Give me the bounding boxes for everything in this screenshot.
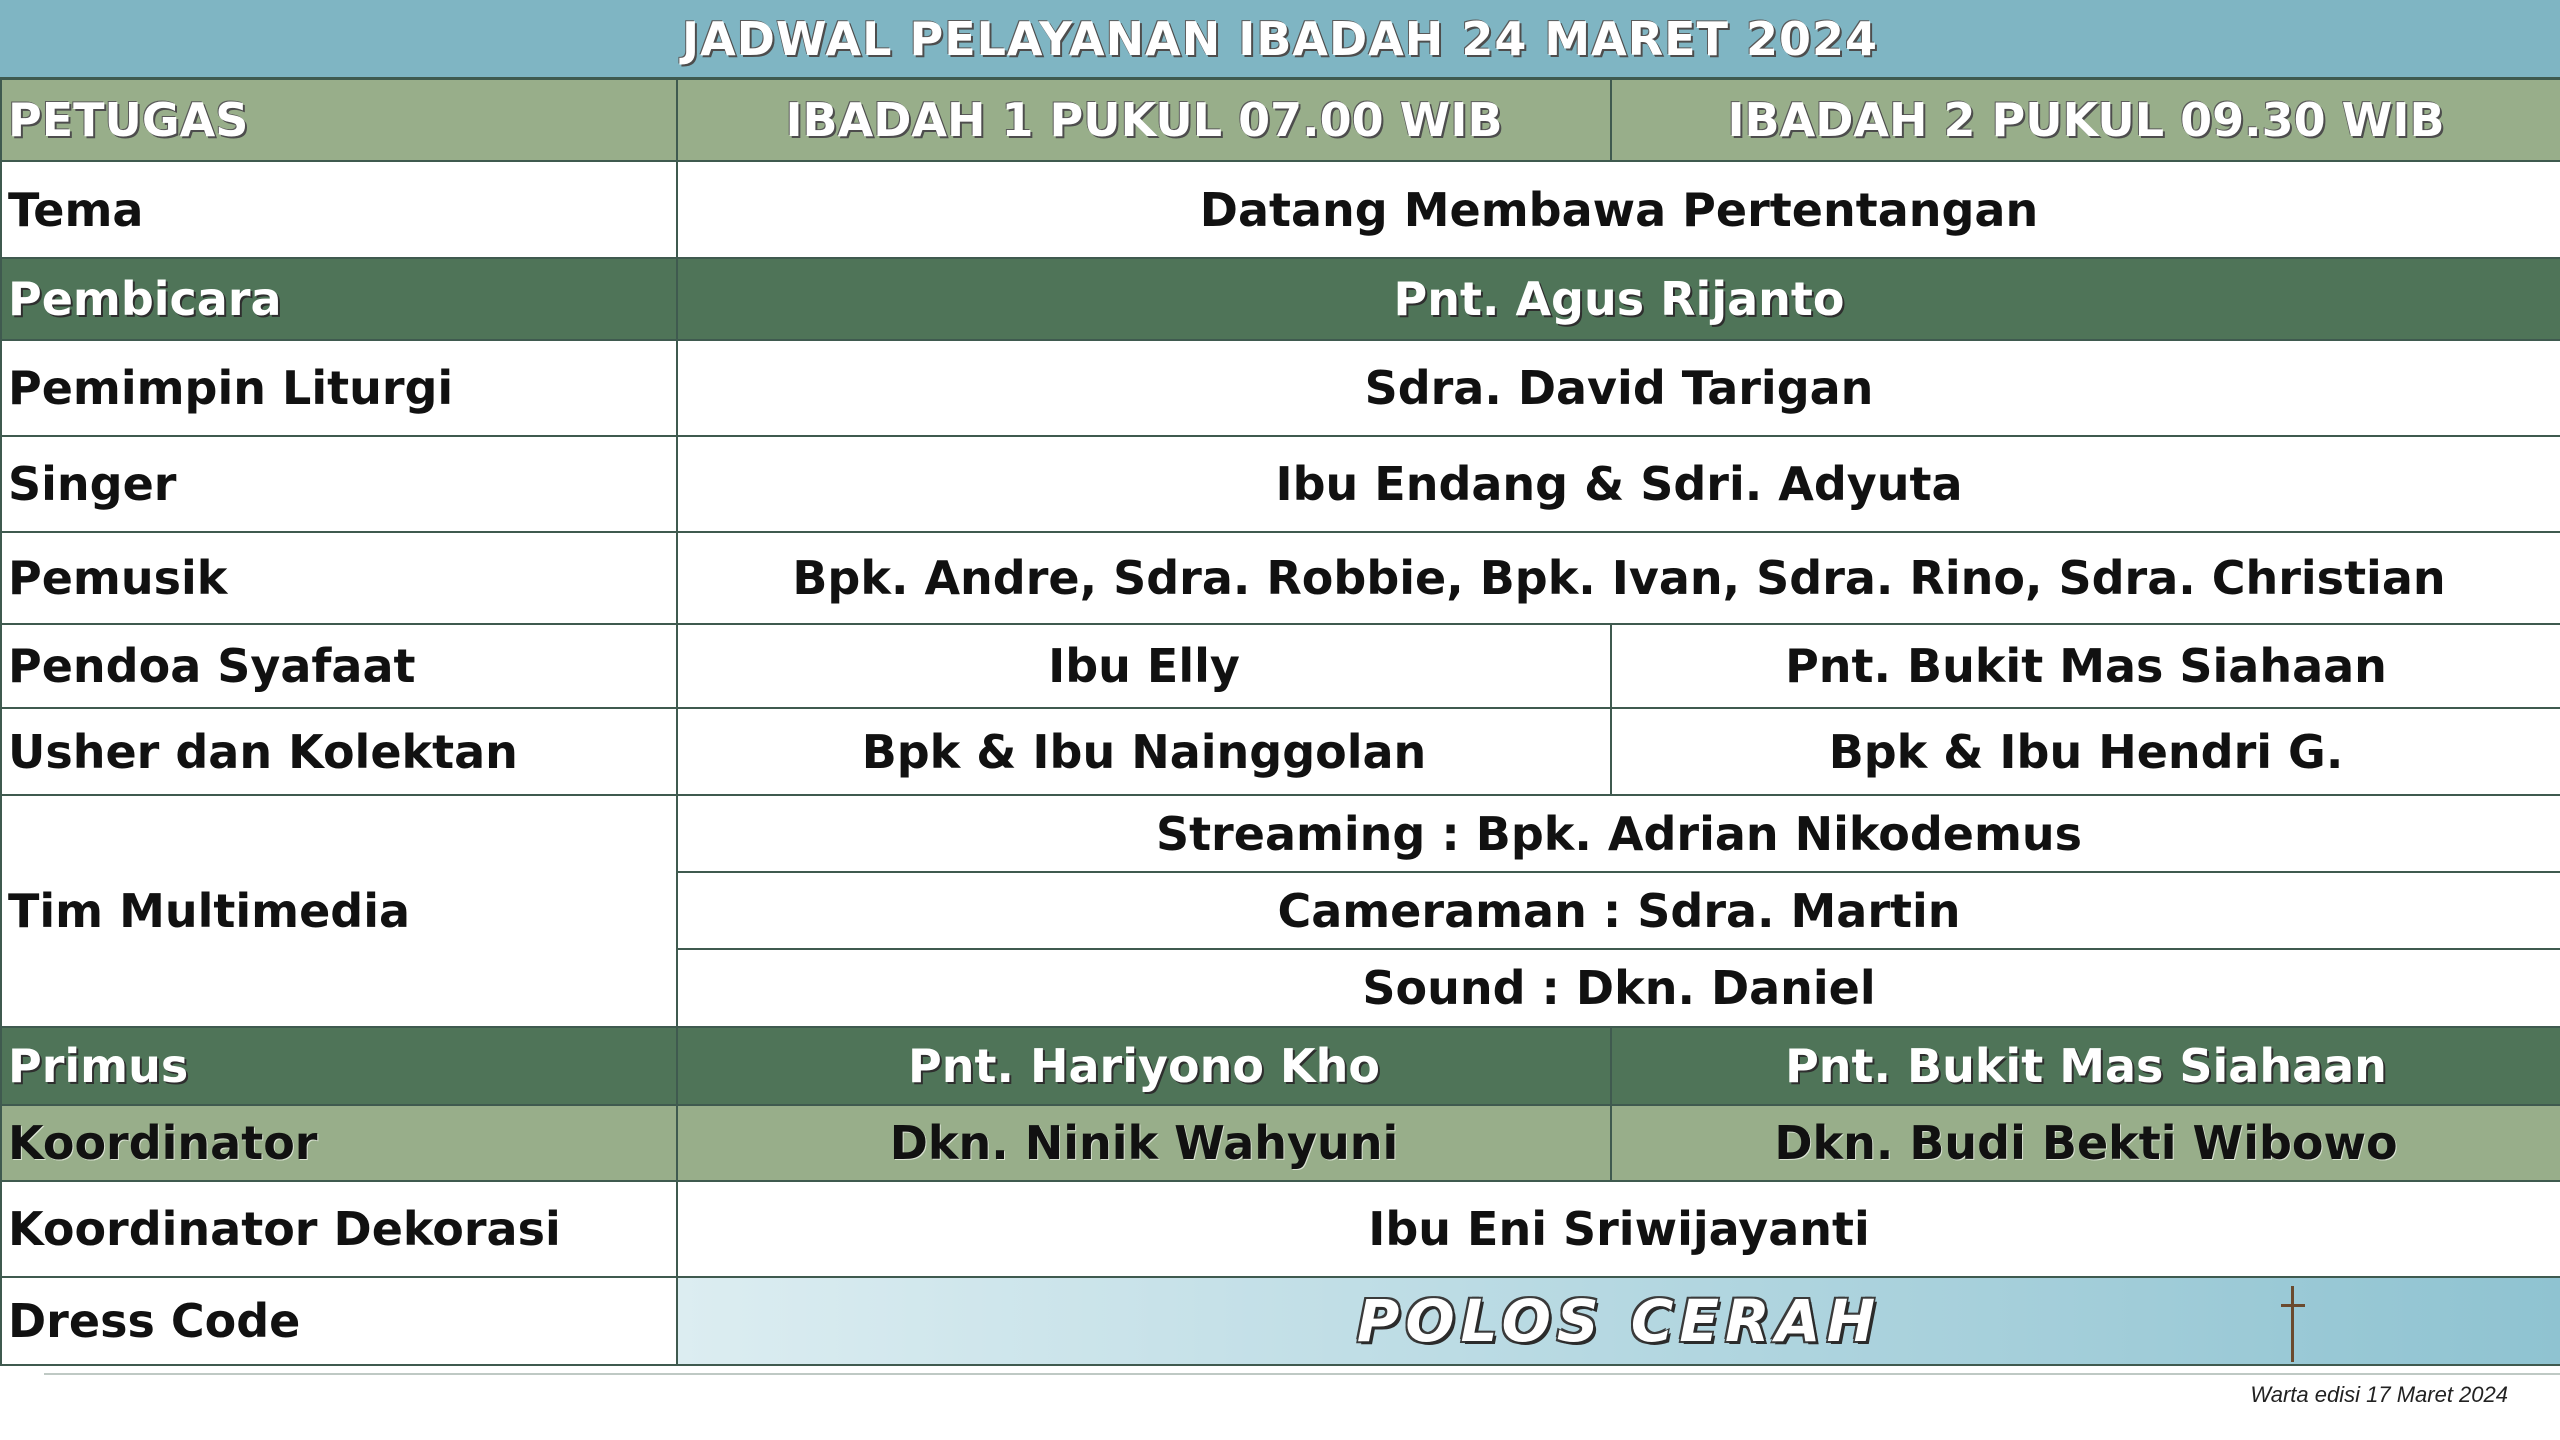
row-value: Sdra. David Tarigan	[677, 340, 2560, 436]
row-pendoa-syafaat	[1, 624, 2560, 708]
row-value-ibadah-1: Dkn. Ninik Wahyuni	[677, 1105, 1611, 1181]
footer-divider	[44, 1373, 2560, 1375]
row-label: Usher dan Kolektan	[1, 708, 677, 795]
row-label: Koordinator Dekorasi	[1, 1181, 677, 1277]
header-ibadah-2: IBADAH 2 PUKUL 09.30 WIB	[1611, 79, 2560, 161]
row-label: Pembicara	[1, 258, 677, 340]
row-label: Pendoa Syafaat	[1, 624, 677, 708]
row-value-ibadah-2: Pnt. Bukit Mas Siahaan	[1611, 1027, 2560, 1105]
header-ibadah-1: IBADAH 1 PUKUL 07.00 WIB	[677, 79, 1611, 161]
row-pemimpin-liturgi	[1, 340, 2560, 436]
multimedia-streaming: Streaming : Bpk. Adrian Nikodemus	[677, 795, 2560, 872]
row-value-ibadah-2: Dkn. Budi Bekti Wibowo	[1611, 1105, 2560, 1181]
row-usher	[1, 708, 2560, 795]
table-header-row	[1, 79, 2560, 161]
cross-icon	[2291, 1286, 2294, 1362]
row-value-ibadah-2: Pnt. Bukit Mas Siahaan	[1611, 624, 2560, 708]
header-petugas: PETUGAS	[1, 79, 677, 161]
row-value: Pnt. Agus Rijanto	[677, 258, 2560, 340]
row-koordinator-dekorasi	[1, 1181, 2560, 1277]
multimedia-cameraman: Cameraman : Sdra. Martin	[677, 872, 2560, 949]
row-label: Tema	[1, 161, 677, 258]
row-value-ibadah-1: Ibu Elly	[677, 624, 1611, 708]
row-pemusik	[1, 532, 2560, 624]
cross-bar	[2281, 1304, 2305, 1307]
row-dress-code	[1, 1277, 2560, 1365]
row-label: Pemimpin Liturgi	[1, 340, 677, 436]
row-value: Ibu Eni Sriwijayanti	[677, 1181, 2560, 1277]
row-label: Singer	[1, 436, 677, 532]
dress-code-value: POLOS CERAH	[1356, 1287, 1882, 1355]
row-value: Ibu Endang & Sdri. Adyuta	[677, 436, 2560, 532]
row-multimedia-streaming	[1, 795, 2560, 872]
row-value: Bpk. Andre, Sdra. Robbie, Bpk. Ivan, Sdra. Rino, Sdra. Christian	[677, 532, 2560, 624]
row-primus	[1, 1027, 2560, 1105]
row-label: Pemusik	[1, 532, 677, 624]
row-value-ibadah-1: Pnt. Hariyono Kho	[677, 1027, 1611, 1105]
row-tema	[1, 161, 2560, 258]
dress-code-banner	[677, 1277, 2560, 1365]
multimedia-sound: Sound : Dkn. Daniel	[677, 949, 2560, 1027]
schedule-table	[0, 78, 2560, 1366]
row-label: Primus	[1, 1027, 677, 1105]
row-value: Datang Membawa Pertentangan	[677, 161, 2560, 258]
row-singer	[1, 436, 2560, 532]
row-label: Tim Multimedia	[1, 795, 677, 1027]
row-koordinator	[1, 1105, 2560, 1181]
edition-note: Warta edisi 17 Maret 2024	[2250, 1382, 2508, 1407]
page-title: JADWAL PELAYANAN IBADAH 24 MARET 2024	[0, 0, 2560, 79]
row-pembicara	[1, 258, 2560, 340]
row-label: Dress Code	[1, 1277, 677, 1365]
row-value-ibadah-2: Bpk & Ibu Hendri G.	[1611, 708, 2560, 795]
row-label: Koordinator	[1, 1105, 677, 1181]
row-value-ibadah-1: Bpk & Ibu Nainggolan	[677, 708, 1611, 795]
